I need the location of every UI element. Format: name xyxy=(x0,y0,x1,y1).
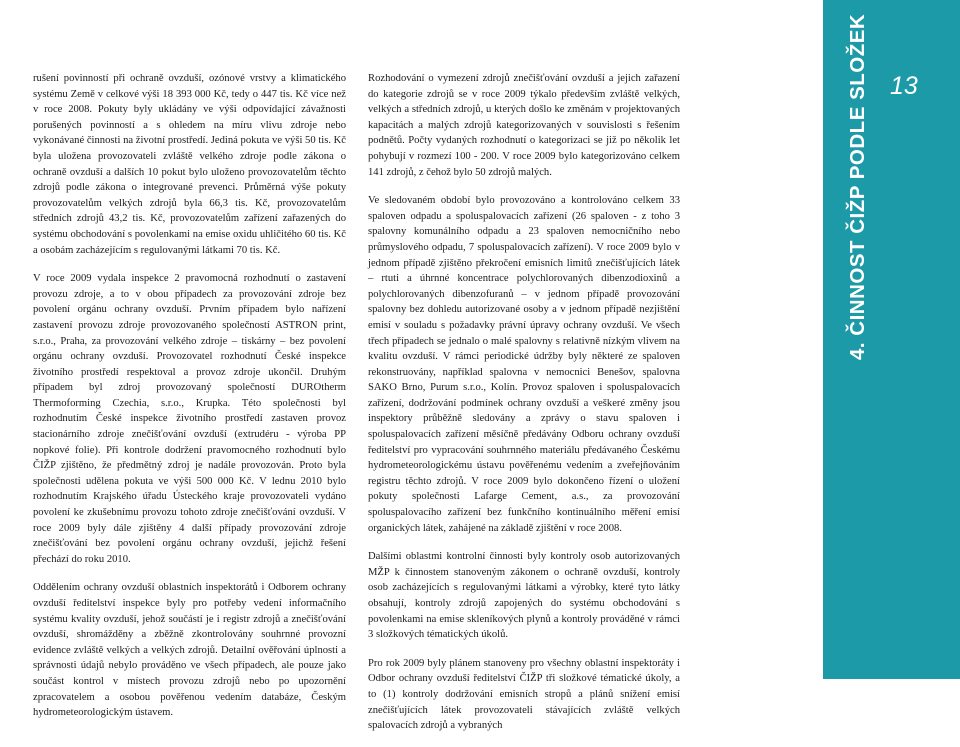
chapter-title: 4. ČINNOST ČIŽP PODLE SLOŽEK xyxy=(846,13,869,360)
left-column xyxy=(33,71,346,734)
paragraph-air-quality-records: Oddělením ochrany ovzduší oblastních inspektorátů i Odborem ochrany ovzduší ředitelství inspekce byly pro potřeby vedení informačního systému kvality ovzduší, jehož součástí je i registr zdrojů a znečišťování ovzduší, shromážděny a zběžně zkontrolovány souhrnné provozní evidence zvláště velkých a velkých zdrojů. Detailní ověřování úplnosti a správnosti údajů nebylo prováděno ve všech případech, ale pouze jako součást kontrol v místech provozu zdrojů nebo po upozornění zpracovatelem a osobou pověřenou vedením databáze, Českým hydrometeorologickým ústavem. xyxy=(33,582,346,719)
paragraph-fines: rušení povinností při ochraně ovzduší, ozónové vrstvy a klimatického systému Země v celkové výši 18 393 000 Kč, tedy o 447 tis. Kč více než v roce 2008. Pokuty byly ukládány ve výši odpovídající závažnosti porušených povinností a s ohledem na míru vlivu zdroje nebo vykonávané činnosti na životní prostředí. Jediná pokuta ve výši 50 tis. Kč byla uložena provozovateli zvláště velkého zdroje podle zákona o ochraně ovzduší a dalších 10 pokut bylo uloženo provozovatelům těchto zdrojů podle zákona o integrované prevenci. Průměrná výše pokuty provozovatelům velkých zdrojů byla 66,3 tis. Kč, provozovatelům středních zdrojů 43,2 tis. Kč, provozovatelům zařízení zařazených do systému obchodování s povolenkami na emise oxidu uhličitého 60 tis. Kč a osobám zacházejícím s regulovanými látkami 70 tis. Kč. xyxy=(33,73,346,256)
paragraph-incinerators: Ve sledovaném období bylo provozováno a kontrolováno celkem 33 spaloven odpadu a spoluspalovacích zařízení (26 spaloven - z toho 3 spalovny komunálního odpadu a 23 spaloven nemocničního nebo průmyslového odpadu, 7 spoluspalovacích zařízení). V roce 2009 bylo v jednom případě zjištěno překročení emisních limitů znečišťujících látek – rtuti a úhrnné koncentrace polychlorovaných dibenzodioxinů a polychlorovaných dibenzofuranů – v jednom případě provozování spalovny bez dohledu autorizované osoby a v jednom případě nezjištění emisí v souladu s požadavky právní úpravy ochrany ovzduší. Ve všech třech případech se jednalo o malé spalovny s relativně nízkým vlivem na kvalitu ovzduší. V rámci periodické údržby byly některé ze spaloven rekonstruovány, například spalovna v nemocnici Benešov, spalovna SAKO Brno, Purum s.r.o., Kolín. Provoz spaloven i spoluspalovacích zařízení, dodržování podmínek ochrany ovzduší a veškeré změny jsou inspektory průběžně sledovány a zprávy o stavu spaloven i spoluspalovacích zařízení měsíčně předávány Odboru ochrany ovzduší ředitelství pro vypracování souhrnného materiálu předávaného Českému hydrometeorologickému ústavu pověřenému vedením a zveřejňováním registru těchto zdrojů. V roce 2009 bylo dokončeno řízení o uložení pokuty společnosti Lafarge Cement, a.s., za provozování spoluspalovacího zařízení bez funkčního kontinuálního měření emisí organických látek, zahájené na základě zjištění v roce 2008. xyxy=(368,195,680,534)
paragraph-operation-shutdown: V roce 2009 vydala inspekce 2 pravomocná rozhodnutí o zastavení provozu zdroje, a to v obou případech za provozování zdroje bez povolení orgánu ochrany ovzduší. Prvním případem bylo nařízení zastavení provozu zdroje provozovaného společností ASTRON print, s.r.o., Praha, za provozování velkého zdroje – tiskárny – bez povolení orgánu ochrany ovzduší. Provozovatel rozhodnutí České inspekce životního prostředí respektoval a provoz zdroje ukončil. Druhým případem byl zdroj provozovaný společností DUROtherm Thermoforming Czechia, s.r.o., Krupka. Této společnosti byl rozhodnutím České inspekce životního prostředí zastaven provoz stacionárního zdroje znečišťování ovzduší (extrudéru - výroba PP nopkové folie). Při kontrole dodržení pravomocného rozhodnutí bylo ČIŽP zjištěno, že předmětný zdroj je nadále provozován. Proto byla společnosti udělena pokuta ve výši 500 000 Kč. V lednu 2010 bylo rozhodnutím Krajského úřadu Ústeckého kraje provozovateli vydáno povolení ke zkušebnímu provozu tohoto zdroje znečišťování ovzduší. V roce 2009 byly dále zjištěny 4 další případy provozování zdroje znečišťování bez povolení orgánu ochrany ovzduší, jejichž řešení přechází do roku 2010. xyxy=(33,273,346,565)
right-column xyxy=(368,71,680,747)
chapter-sidebar xyxy=(823,0,960,679)
page-number: 13 xyxy=(890,72,918,100)
paragraph-other-inspections: Dalšími oblastmi kontrolní činnosti byly kontroly osob autorizovaných MŽP k činnostem stanoveným zákonem o ochraně ovzduší, kontroly osob zacházejících s regulovanými látkami a výrobky, které tyto látky obsahují, kontroly zdrojů zapojených do systému obchodování s povolenkami na emise skleníkových plynů a kontroly prováděné v rámci 3 složkových tématických úkolů. xyxy=(368,551,680,641)
paragraph-categorization: Rozhodování o vymezení zdrojů znečišťování ovzduší a jejich zařazení do kategorie zdrojů se v roce 2009 týkalo především zvláště velkých, velkých a středních zdrojů, u kterých došlo ke změnám v projektovaných kapacitách a malých zdrojů kategorizovaných v souvislosti s řešením podnětů. Počty vydaných rozhodnutí o kategorizaci se již po několik let pohybují v rozmezí 100 - 200. V roce 2009 bylo kategorizováno celkem 141 zdrojů, z čehož bylo 50 zdrojů malých. xyxy=(368,73,680,178)
paragraph-thematic-tasks: Pro rok 2009 byly plánem stanoveny pro všechny oblastní inspektoráty i Odbor ochrany ovzduší ředitelství ČIŽP tři složkové tématické úkoly, a to (1) kontroly dodržování emisních stropů a plánů snížení emisí znečišťujících látek provozovateli stávajících zvláště velkých spalovacích zdrojů a vybraných xyxy=(368,657,680,732)
